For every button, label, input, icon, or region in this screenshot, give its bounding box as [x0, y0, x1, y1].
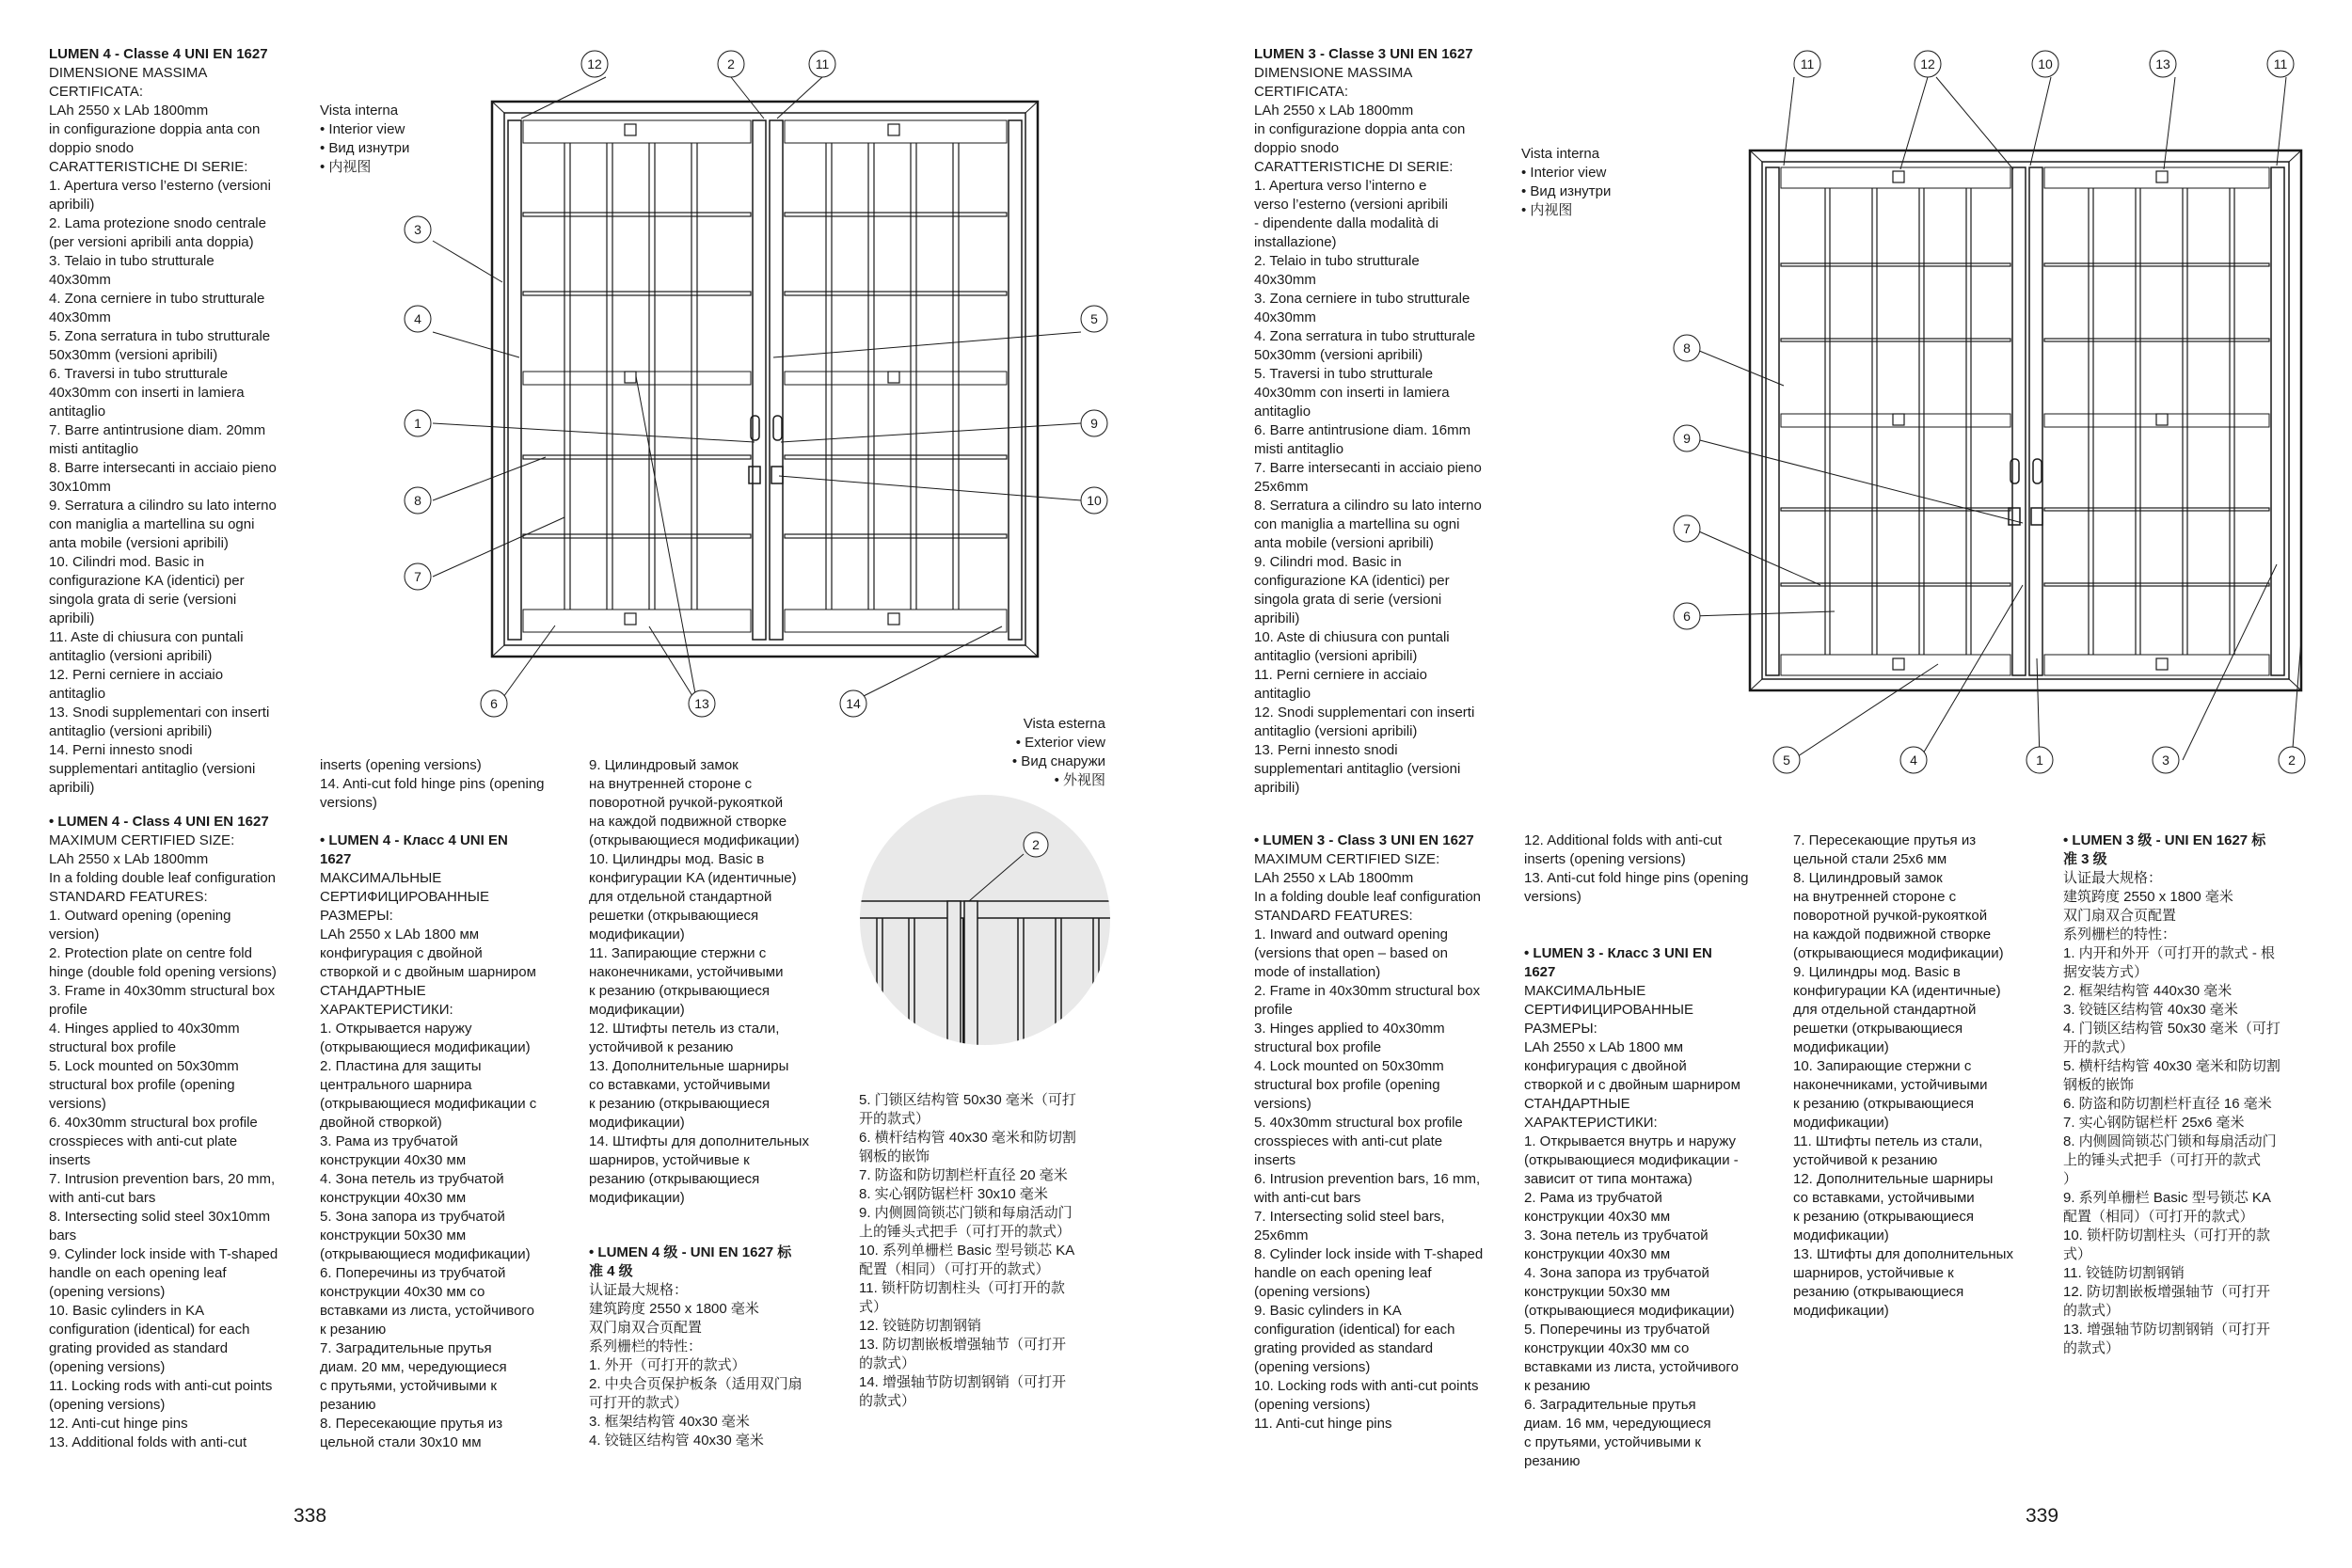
callout-2: 2 [727, 56, 735, 71]
r-callout-2: 2 [2288, 752, 2296, 768]
callout-3: 3 [414, 222, 421, 237]
r-callout-13: 13 [2155, 56, 2170, 71]
exterior-detail-circle [847, 795, 1129, 1053]
left-page-number: 338 [294, 1505, 327, 1527]
left-en-continued: inserts (opening versions) 14. Anti-cut fold hinge pins (opening versions) [320, 757, 545, 811]
left-ru-continued: 9. Цилиндровый замок на внутренней стороне с поворотной ручкой-рукояткой на каждой подвижной створке (открывающиеся модификации) 10. Цилиндры мод. Basic в конфигурации KA (идентичные) для отдельной стандартной решетки (открывающиеся модификации) 11. Запирающие стержни с наконечниками, устойчивыми к резанию (открывающиеся модификации) 12. Штифты петель из стали, устойчивой к резанию 13. Дополнительные шарниры со вставками, устойчивыми к резанию (открывающиеся модификации) 14. Штифты для дополнительных шарниров, устойчивые к резанию (открывающиеся модификации) [589, 757, 809, 1206]
callout-5: 5 [1090, 311, 1098, 326]
left-it-body: DIMENSIONE MASSIMA CERTIFICATA: LAh 2550 x LAb 1800mm in configurazione doppia anta con doppio snodo CARATTERISTICHE DI SERIE: 1. Apertura verso l’esterno (versioni apribili) 2. Lama protezione snodo centrale (per versioni apribili anta doppia) 3. Telaio in tubo strutturale 40x30mm 4. Zona cerniere in tubo strutturale 40x30mm 5. Zona serratura in tubo strutturale 50x30mm (versioni apribili) 6. Traversi in tubo strutturale 40x30mm con inserti in lamiera antitaglio 7. Barre antintrusione diam. 20mm misti antitaglio 8. Barre intersecanti in acciaio pieno 30x10mm 9. Serratura a cilindro su lato interno con maniglia a martellina su ogni anta mobile (versioni apribili) 10. Cilindri mod. Basic in configurazione KA (identici) per singola grata di serie (versioni apribili) 11. Aste di chiusura con puntali antitaglio (versioni apribili) 12. Perni cerniere in acciaio antitaglio 13. Snodi supplementari con inserti antitaglio (versioni apribili) 14. Perni innesto snodi supplementari antitaglio (versioni apribili) [49, 65, 277, 796]
right-en-title: • LUMEN 3 - Class 3 UNI EN 1627 [1254, 832, 1474, 848]
r-callout-8: 8 [1683, 341, 1691, 356]
left-interior-view-label: Vista interna • Interior view • Вид изнутри • 内视图 [320, 103, 410, 175]
right-page-number: 339 [2026, 1505, 2059, 1527]
right-grate-drawing [1750, 150, 2301, 690]
right-en-continued: 12. Additional folds with anti-cut inserts (opening versions) 13. Anti-cut fold hinge pins (opening versions) [1524, 832, 1749, 905]
r-callout-11a: 11 [1800, 56, 1815, 71]
callout-1: 1 [414, 416, 421, 431]
r-callout-9: 9 [1683, 431, 1691, 446]
right-it-title: LUMEN 3 - Classe 3 UNI EN 1627 [1254, 46, 1473, 62]
r-callout-1: 1 [2036, 752, 2043, 768]
right-en-body: MAXIMUM CERTIFIED SIZE: LAh 2550 x LAb 1800mm In a folding double leaf configuration STANDARD FEATURES: 1. Inward and outward opening (versions that open – based on mode of installation) 2. Frame in 40x30mm structural box profile 3. Hinges applied to 40x30mm structural box profile 4. Lock mounted on 50x30mm structural box profile (opening versions) 5. 40x30mm structural box profile crosspieces with anti-cut plate inserts 6. Intrusion prevention bars, 16 mm, with anti-cut bars 7. Intersecting solid steel bars, 25x6mm 8. Cylinder lock inside with T-shaped handle on each opening leaf (opening versions) 9. Basic cylinders in KA configuration (identical) for each grating provided as standard (opening versions) 10. Locking rods with anti-cut points (opening versions) 11. Anti-cut hinge pins [1254, 851, 1484, 1432]
right-ru-title: • LUMEN 3 - Класс 3 UNI EN 1627 [1524, 945, 1712, 980]
callout-10: 10 [1087, 493, 1102, 508]
callout-13: 13 [694, 696, 709, 711]
right-callouts [1674, 51, 2305, 773]
left-grate-drawing [492, 102, 1038, 657]
left-en-title: • LUMEN 4 - Class 4 UNI EN 1627 [49, 814, 269, 830]
right-ru-body: МАКСИМАЛЬНЫЕ СЕРТИФИЦИРОВАННЫЕ РАЗМЕРЫ: LAh 2550 x LAb 1800 мм конфигурация с двойной створкой и с двойным шарниром СТАНДАРТНЫЕ ХАРАКТЕРИСТИКИ: 1. Открывается внутрь и наружу (открывающиеся модификации - зависит от типа монтажа) 2. Рама из трубчатой конструкции 40x30 мм 3. Зона петель из трубчатой конструкции 40x30 мм 4. Зона запора из трубчатой конструкции 50x30 мм (открывающиеся модификации) 5. Поперечины из трубчатой конструкции 40x30 мм со вставками из листа, устойчивого к резанию 6. Заградительные прутья диам. 16 мм, чередующиеся с прутьями, устойчивыми к резанию [1524, 983, 1740, 1469]
right-callout-numbers [1683, 56, 2296, 768]
r-callout-12: 12 [1920, 56, 1935, 71]
detail-callout-2: 2 [1032, 837, 1040, 852]
r-callout-11b: 11 [2273, 56, 2288, 71]
r-callout-4: 4 [1910, 752, 1917, 768]
callout-9: 9 [1090, 416, 1098, 431]
r-callout-6: 6 [1683, 609, 1691, 624]
r-callout-3: 3 [2162, 752, 2169, 768]
left-ru-title: • LUMEN 4 - Класс 4 UNI EN 1627 [320, 832, 508, 867]
callout-12: 12 [587, 56, 602, 71]
callout-7: 7 [414, 569, 421, 584]
callout-6: 6 [490, 696, 498, 711]
left-callouts [405, 51, 1107, 717]
left-zh-title: • LUMEN 4 级 - UNI EN 1627 标 准 4 级 [589, 1244, 792, 1279]
left-en-body: MAXIMUM CERTIFIED SIZE: LAh 2550 x LAb 1800mm In a folding double leaf configuration STANDARD FEATURES: 1. Outward opening (opening version) 2. Protection plate on centre fold hinge (double fold opening versions) 3. Frame in 40x30mm structural box profile 4. Hinges applied to 40x30mm structural box profile 5. Lock mounted on 50x30mm structural box profile (opening versions) 6. 40x30mm structural box profile crosspieces with anti-cut plate inserts 7. Intrusion prevention bars, 20 mm, with anti-cut bars 8. Intersecting solid steel 30x10mm bars 9. Cylinder lock inside with T-shaped handle on each opening leaf (opening versions) 10. Basic cylinders in KA configuration (identical) for each grating provided as standard (opening versions) 11. Locking rods with anti-cut points (opening versions) 12. Anti-cut hinge pins 13. Additional folds with anti-cut [49, 832, 278, 1450]
callout-8: 8 [414, 493, 421, 508]
r-callout-7: 7 [1683, 521, 1691, 536]
callout-11: 11 [815, 56, 830, 71]
left-zh-body: 认证最大规格： 建筑跨度 2550 x 1800 毫米 双门扇双合页配置 系列栅栏的特性： 1. 外开（可打开的款式） 2. 中央合页保护板条（适用双门扇 可打开的款式） 3. 框架结构管 40x30 毫米 4. 铰链区结构管 40x30 毫米 [589, 1282, 803, 1449]
right-zh-title: • LUMEN 3 级 - UNI EN 1627 标 准 3 级 [2063, 832, 2266, 867]
callout-4: 4 [414, 311, 421, 326]
r-callout-5: 5 [1783, 752, 1790, 768]
right-it-body: DIMENSIONE MASSIMA CERTIFICATA: LAh 2550 x LAb 1800mm in configurazione doppia anta con doppio snodo CARATTERISTICHE DI SERIE: 1. Apertura verso l’interno e verso l’esterno (versioni apribili - dipendente dalla modalità di installazione) 2. Telaio in tubo strutturale 40x30mm 3. Zona cerniere in tubo strutturale 40x30mm 4. Zona serratura in tubo strutturale 50x30mm (versioni apribili) 5. Traversi in tubo strutturale 40x30mm con inserti in lamiera antitaglio 6. Barre antintrusione diam. 16mm misti antitaglio 7. Barre intersecanti in acciaio pieno 25x6mm 8. Serratura a cilindro su lato interno con maniglia a martellina su ogni anta mobile (versioni apribili) 9. Cilindri mod. Basic in configurazione KA (identici) per singola grata di serie (versioni apribili) 10. Aste di chiusura con puntali antitaglio (versioni apribili) 11. Perni cerniere in acciaio antitaglio 12. Snodi supplementari con inserti antitaglio (versioni apribili) 13. Perni innesto snodi supplementari antitaglio (versioni apribili) [1254, 65, 1482, 796]
callout-14: 14 [846, 696, 861, 711]
left-ru-body: МАКСИМАЛЬНЫЕ СЕРТИФИЦИРОВАННЫЕ РАЗМЕРЫ: LAh 2550 x LAb 1800 мм конфигурация с двойной створкой и с двойным шарниром СТАНДАРТНЫЕ ХАРАКТЕРИСТИКИ: 1. Открывается наружу (открывающиеся модификации) 2. Пластина для защиты центрального шарнира (открывающиеся модификации с двойной створкой) 3. Рама из трубчатой конструкции 40x30 мм 4. Зона петель из трубчатой конструкции 40x30 мм 5. Зона запора из трубчатой конструкции 50x30 мм (открывающиеся модификации) 6. Поперечины из трубчатой конструкции 40x30 мм со вставками из листа, устойчивого к резанию 7. Заградительные прутья диам. 20 мм, чередующиеся с прутьями, устойчивыми к резанию 8. Пересекающие прутья из цельной стали 30x10 мм [320, 870, 537, 1450]
r-callout-10: 10 [2038, 56, 2053, 71]
left-it-title: LUMEN 4 - Classe 4 UNI EN 1627 [49, 46, 268, 62]
left-exterior-view-label: Vista esterna • Exterior view • Вид снаружи • 外视图 [1011, 716, 1105, 788]
right-ru-continued: 7. Пересекающие прутья из цельной стали 25x6 мм 8. Цилиндровый замок на внутренней стороне с поворотной ручкой-рукояткой на каждой подвижной створке (открывающиеся модификации) 9. Цилиндры мод. Basic в конфигурации KA (идентичные) для отдельной стандартной решетки (открывающиеся модификации) 10. Запирающие стержни с наконечниками, устойчивыми к резанию (открывающиеся модификации) 11. Штифты петель из стали, устойчивой к резанию 12. Дополнительные шарниры со вставками, устойчивыми к резанию (открывающиеся модификации) 13. Штифты для дополнительных шарниров, устойчивые к резанию (открывающиеся модификации) [1793, 832, 2013, 1319]
right-interior-view-label: Vista interna • Interior view • Вид изнутри • 内视图 [1521, 146, 1612, 218]
left-callout-numbers [414, 56, 1102, 711]
right-zh-body: 认证最大规格： 建筑跨度 2550 x 1800 毫米 双门扇双合页配置 系列栅栏的特性： 1. 内开和外开（可打开的款式 - 根 据安装方式） 2. 框架结构管 440x30 毫米 3. 铰链区结构管 40x30 毫米 4. 门锁区结构管 50x30 毫米（可打 开的款式） 5. 横杆结构管 40x30 毫米和防切割 钢板的嵌饰 6. 防盗和防切割栏杆直径 16 毫米 7. 实心钢防锯栏杆 25x6 毫米 8. 内侧圆筒锁芯门锁和每扇活动门 上的锤头式把手（可打开的款式 ） 9. 系列单栅栏 Basic 型号锁芯 KA 配置（相同）（可打开的款式） 10. 锁杆防切割柱头（可打开的款 式） 11. 铰链防切割钢销 12. 防切割嵌板增强轴节（可打开 的款式） 13. 增强轴节防切割钢销（可打开 的款式） [2063, 870, 2280, 1356]
left-zh-continued: 5. 门锁区结构管 50x30 毫米（可打 开的款式） 6. 横杆结构管 40x30 毫米和防切割 钢板的嵌饰 7. 防盗和防切割栏杆直径 20 毫米 8. 实心钢防锯栏杆 30x10 毫米 9. 内侧圆筒锁芯门锁和每扇活动门 上的锤头式把手（可打开的款式） 10. 系列单栅栏 Basic 型号锁芯 KA 配置（相同）（可打开的款式） 11. 锁杆防切割柱头（可打开的款 式） 12. 铰链防切割钢销 13. 防切割嵌板增强轴节（可打开 的款式） 14. 增强轴节防切割钢销（可打开 的款式） [859, 1092, 1076, 1409]
